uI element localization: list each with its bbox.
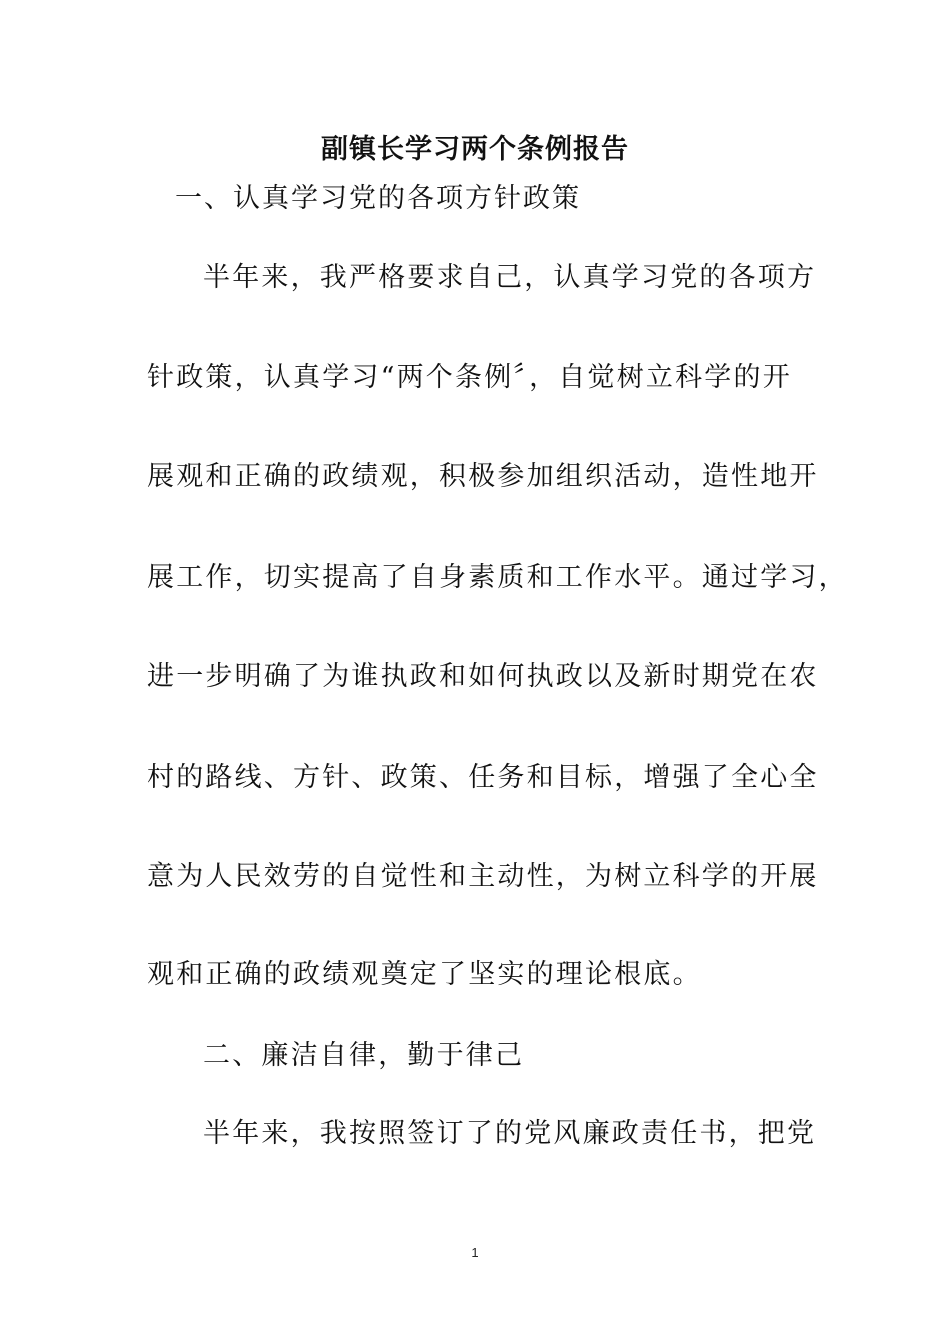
paragraph-line: 观和正确的政绩观奠定了坚实的理论根底。 [147,959,702,990]
paragraph-line: 进一步明确了为谁执政和如何执政以及新时期党在农 [147,661,819,692]
paragraph-line: 意为人民效劳的自觉性和主动性，为树立科学的开展 [147,861,819,892]
section-heading-1: 一、认真学习党的各项方针政策 [175,183,581,214]
page-number: 1 [471,1245,479,1260]
paragraph-line: 展工作，切实提高了自身素质和工作水平。通过学习， [147,562,848,593]
document-title: 副镇长学习两个条例报告 [321,134,629,165]
paragraph-line: 半年来，我按照签订了的党风廉政责任书，把党 [203,1118,817,1149]
paragraph-line: 针政策，认真学习“两个条例〞，自觉树立科学的开 [147,362,792,393]
section-heading-2: 二、廉洁自律，勤于律己 [203,1040,525,1071]
paragraph-line: 半年来，我严格要求自己，认真学习党的各项方 [203,262,817,293]
paragraph-line: 村的路线、方针、政策、任务和目标，增强了全心全 [147,762,819,793]
paragraph-line: 展观和正确的政绩观，积极参加组织活动，造性地开 [147,461,819,492]
